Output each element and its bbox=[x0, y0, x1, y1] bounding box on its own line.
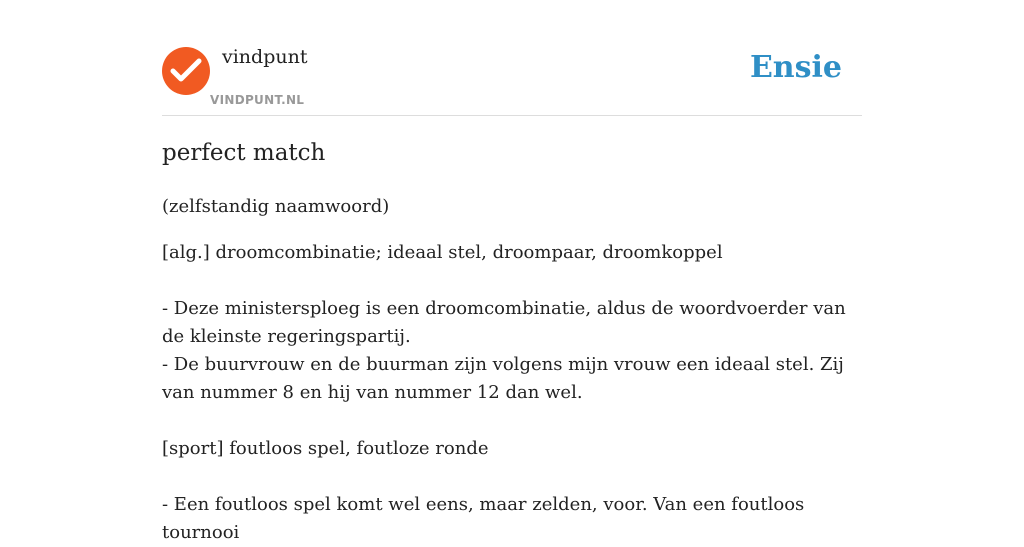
entry-body bbox=[162, 193, 862, 547]
sense-2-example-1: - Een foutloos spel komt wel eens, maar zelden, voor. Van een foutloos tournooi bbox=[162, 494, 805, 543]
sense-1-definition: [alg.] droomcombinatie; ideaal stel, droompaar, droomkoppel bbox=[162, 242, 723, 263]
sense-1-example-1: - Deze ministersploeg is een droomcombinatie, aldus de woordvoerder van de kleinste regeringspartij. bbox=[162, 298, 846, 347]
site-logo[interactable] bbox=[162, 47, 210, 95]
sense-1-example-2: - De buurvrouw en de buurman zijn volgens mijn vrouw een ideaal stel. Zij van nummer 8 en hij van nummer 12 dan wel. bbox=[162, 354, 844, 403]
entry-term: perfect match bbox=[162, 140, 326, 166]
sense-2-definition: [sport] foutloos spel, foutloze ronde bbox=[162, 438, 489, 459]
page bbox=[162, 0, 862, 543]
site-domain[interactable]: VINDPUNT.NL bbox=[210, 93, 305, 107]
header bbox=[162, 0, 862, 116]
word-class: (zelfstandig naamwoord) bbox=[162, 196, 390, 217]
checkmark-icon bbox=[169, 54, 203, 88]
brand-logo-text[interactable]: Ensie bbox=[749, 50, 842, 85]
site-name[interactable]: vindpunt bbox=[222, 46, 308, 68]
